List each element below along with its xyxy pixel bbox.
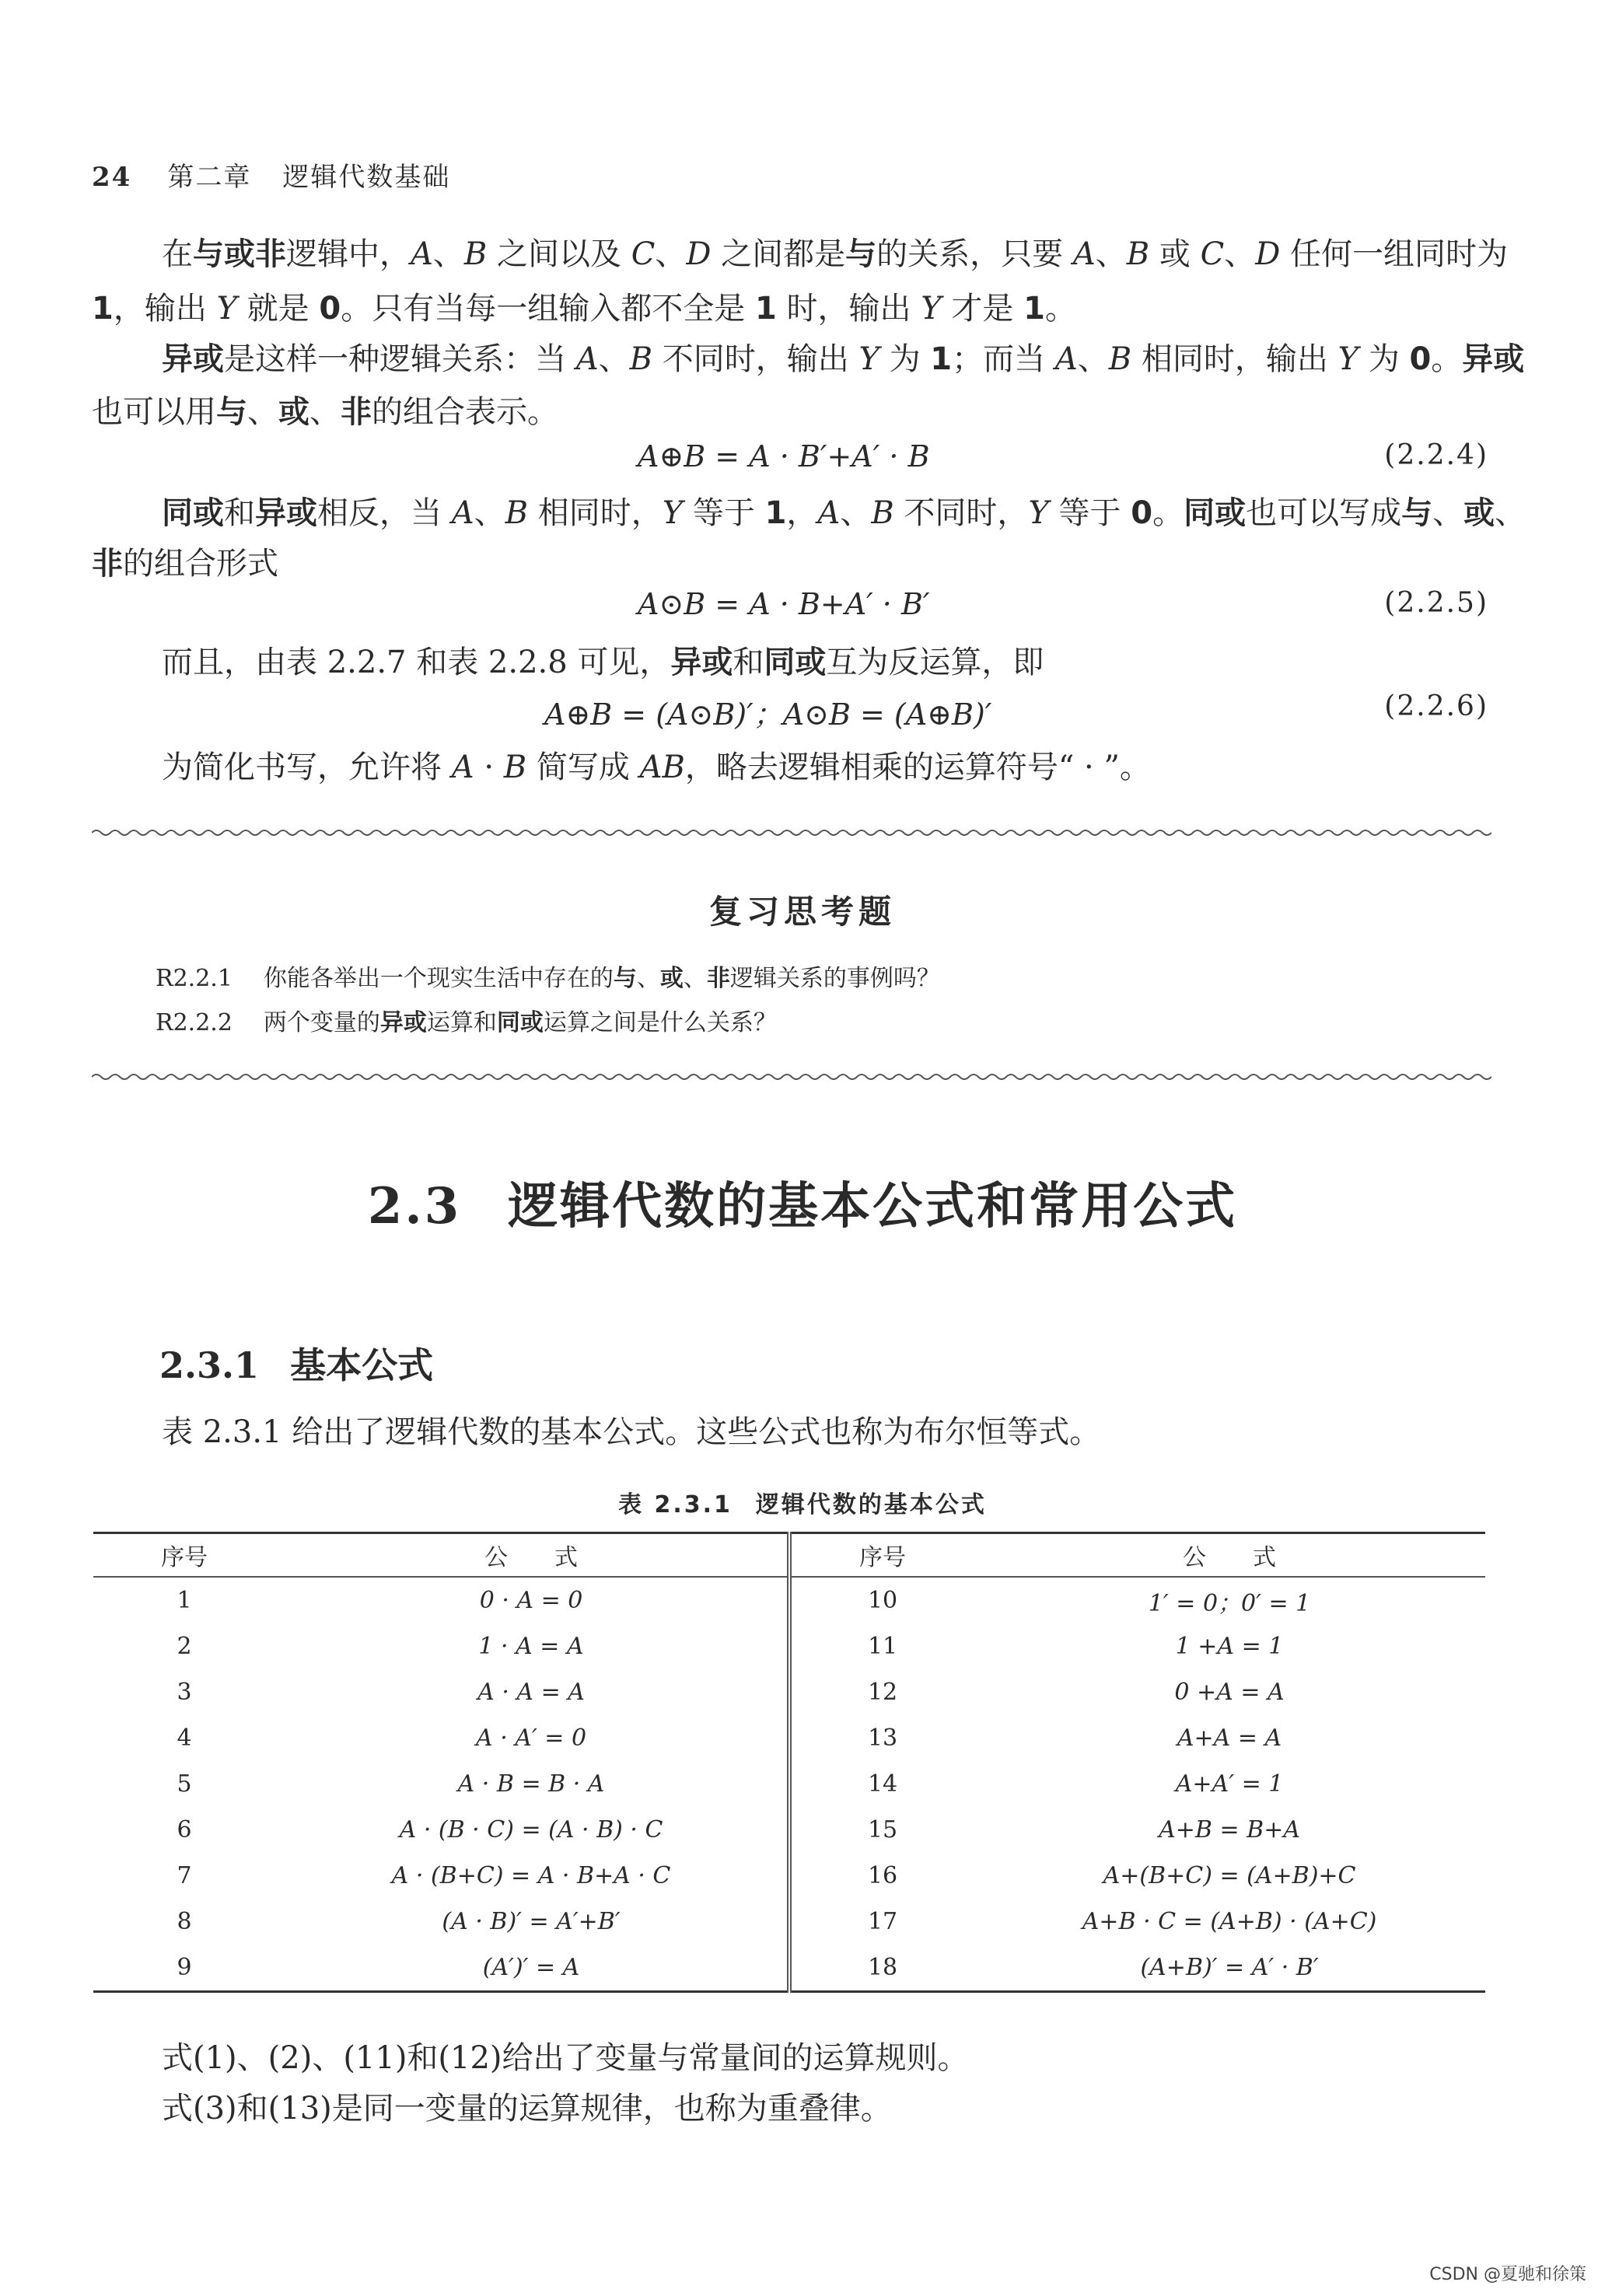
- bold-term: 同或: [496, 1009, 544, 1036]
- text-run: 、: [309, 394, 341, 430]
- formula-number: 2: [177, 1633, 192, 1660]
- paragraph-and-or-not-cont: [92, 284, 1491, 334]
- text-run: 两个变量的: [263, 1009, 380, 1036]
- formula-cell: 1 · A = A: [275, 1623, 789, 1669]
- page-number: 24: [92, 162, 132, 193]
- italic-variable: Y: [1338, 341, 1358, 377]
- review-item-id: R2.2.1: [156, 965, 233, 992]
- equation-2-2-4: A⊕B = A · B′+A′ · B: [638, 439, 930, 474]
- italic-variable: Y: [662, 495, 684, 531]
- formula-number: 5: [177, 1770, 192, 1798]
- text-run: ，略去逻辑相乘的运算符号“ · ”。: [684, 750, 1151, 785]
- formula-cell: (A · B)′ = A′+B′: [275, 1899, 789, 1945]
- formula-cell: A · A′ = 0: [275, 1715, 789, 1761]
- formula-number: 11: [867, 1633, 898, 1660]
- formula-cell: A+A = A: [1177, 1725, 1282, 1752]
- text-run: 、: [1077, 341, 1109, 377]
- closing-paragraph-1: 式(1)、(2)、(11)和(12)给出了变量与常量间的运算规则。: [162, 2040, 969, 2076]
- text-run: 相同时，输出: [1131, 341, 1338, 377]
- header-number: 序号: [93, 1533, 275, 1578]
- bold-term: 或: [659, 965, 684, 992]
- review-item: [156, 1003, 777, 1037]
- text-run: ，: [786, 495, 818, 531]
- formula-cell: 0 +A = A: [1174, 1679, 1285, 1706]
- table-row: [93, 1623, 1485, 1669]
- formula-number: 16: [867, 1862, 898, 1889]
- table-row: [93, 1715, 1485, 1761]
- formula-number: 12: [867, 1679, 898, 1706]
- text-run: 和: [733, 645, 764, 680]
- table-caption-number: 表 2.3.1: [618, 1491, 733, 1518]
- chapter-title: 逻辑代数基础: [282, 162, 451, 193]
- closing-paragraph-2: 式(3)和(13)是同一变量的运算规律，也称为重叠律。: [162, 2091, 892, 2127]
- bold-term: 1: [1023, 291, 1045, 327]
- text-run: 的关系，只要: [876, 236, 1073, 272]
- text-run: 在: [162, 236, 193, 272]
- text-run: 、: [1224, 236, 1256, 272]
- italic-variable: C: [1200, 236, 1225, 272]
- subsection-title: 基本公式: [290, 1344, 434, 1386]
- text-run: 是这样一种逻辑关系：当: [224, 341, 576, 377]
- paragraph-inverse: [92, 638, 1561, 687]
- table-row: [93, 1669, 1485, 1715]
- italic-variable: B: [1126, 236, 1150, 272]
- text-run: 为: [879, 341, 931, 377]
- text-run: ·: [474, 750, 504, 785]
- equation-number-2-2-6: (2.2.6): [1384, 690, 1488, 722]
- formula-number: 4: [177, 1725, 192, 1752]
- bold-term: 异或: [162, 341, 224, 377]
- formula-number: 1: [177, 1587, 192, 1614]
- text-run: 时，输出: [776, 291, 921, 327]
- italic-variable: A: [411, 236, 433, 272]
- formula-number: 18: [867, 1954, 898, 1981]
- italic-variable: Y: [921, 291, 942, 327]
- formula-cell: A+A′ = 1: [1175, 1770, 1284, 1798]
- bold-term: 或: [278, 394, 309, 430]
- formula-cell: A · (B+C) = A · B+A · C: [275, 1853, 789, 1899]
- text-run: 为: [1358, 341, 1410, 377]
- formula-cell: A · (B · C) = (A · B) · C: [275, 1807, 789, 1853]
- paragraph-xnor: [92, 488, 1561, 538]
- bold-term: 异或: [1462, 341, 1525, 377]
- italic-variable: A: [817, 495, 841, 531]
- italic-variable: B: [1108, 341, 1132, 377]
- review-item-id: R2.2.2: [156, 1009, 233, 1036]
- text-run: 相反，当: [317, 495, 452, 531]
- section-heading: [0, 1166, 1605, 1238]
- review-title: 复习思考题: [708, 893, 896, 931]
- italic-variable: C: [631, 236, 656, 272]
- equation-number-2-2-5: (2.2.5): [1384, 587, 1488, 619]
- formula-cell: A · B = B · A: [275, 1761, 789, 1807]
- formula-cell: 1′ = 0；0′ = 1: [1148, 1589, 1311, 1617]
- bold-term: 异或: [670, 645, 733, 680]
- bold-term: 与: [216, 394, 247, 430]
- text-run: 互为反运算，即: [826, 645, 1044, 680]
- table-row: [93, 1807, 1485, 1853]
- text-run: 。只有当每一组输入都不全是: [341, 291, 755, 327]
- text-run: 、: [1095, 236, 1127, 272]
- watermark: CSDN @夏驰和徐策: [1429, 2265, 1586, 2284]
- italic-variable: B: [871, 495, 894, 531]
- text-run: 、: [655, 236, 687, 272]
- bold-term: 非: [341, 394, 372, 430]
- section-number: 2.3: [367, 1177, 462, 1235]
- text-run: 、: [598, 341, 630, 377]
- paragraph-xor-cont: [92, 387, 1491, 437]
- equation-number-2-2-4: (2.2.4): [1384, 439, 1488, 471]
- bold-term: 与: [613, 965, 637, 992]
- bold-term: 1: [764, 495, 787, 531]
- text-run: 。: [1044, 291, 1076, 327]
- text-run: 你能各举出一个现实生活中存在的: [263, 965, 614, 992]
- bold-term: 与: [1401, 495, 1433, 531]
- formula-cell: A+B · C = (A+B) · (A+C): [1082, 1908, 1377, 1935]
- text-run: 就是: [236, 291, 320, 327]
- text-run: 、: [840, 495, 872, 531]
- wavy-divider-bottom: [92, 1071, 1491, 1082]
- formula-number: 17: [867, 1908, 898, 1935]
- text-run: 、: [1432, 495, 1464, 531]
- bold-term: 非: [706, 965, 730, 992]
- table-row: [93, 1899, 1485, 1945]
- formula-cell: 0 · A = 0: [275, 1577, 789, 1623]
- italic-variable: B: [629, 341, 653, 377]
- bold-term: 非: [92, 546, 123, 582]
- text-run: 。: [1152, 495, 1184, 531]
- bold-term: 0: [1131, 495, 1153, 531]
- formula-number: 10: [867, 1587, 898, 1614]
- table-caption-title: 逻辑代数的基本公式: [755, 1491, 987, 1518]
- bold-term: 1: [930, 341, 953, 377]
- formula-number: 7: [177, 1862, 192, 1889]
- text-run: 为简化书写，允许将: [162, 750, 452, 785]
- basic-formula-table: [93, 1532, 1485, 1993]
- table-intro: 表 2.3.1 给出了逻辑代数的基本公式。这些公式也称为布尔恒等式。: [162, 1414, 1101, 1450]
- text-run: 、: [683, 965, 707, 992]
- text-run: ；而当: [952, 341, 1055, 377]
- text-run: 、: [636, 965, 660, 992]
- italic-variable: A: [575, 341, 599, 377]
- formula-cell: A+(B+C) = (A+B)+C: [1103, 1862, 1356, 1889]
- text-run: 逻辑关系的事例吗？: [729, 965, 940, 992]
- paragraph-xor: [92, 334, 1561, 384]
- bold-term: 1: [754, 291, 777, 327]
- text-run: 的组合形式: [123, 546, 278, 582]
- bold-term: 异或: [379, 1009, 427, 1036]
- italic-variable: B: [503, 750, 527, 785]
- bold-term: 0: [319, 291, 341, 327]
- text-run: 、: [474, 495, 505, 531]
- formula-number: 9: [177, 1954, 192, 1981]
- bold-term: 同或: [1184, 495, 1247, 531]
- text-run: 。: [1431, 341, 1463, 377]
- formula-number: 6: [177, 1816, 192, 1843]
- text-run: 、: [1495, 495, 1526, 531]
- table-row: [93, 1761, 1485, 1807]
- formula-cell: (A+B)′ = A′ · B′: [1140, 1954, 1319, 1981]
- text-run: 相同时，: [528, 495, 663, 531]
- italic-variable: AB: [639, 750, 685, 785]
- italic-variable: Y: [216, 291, 237, 327]
- bold-term: 同或: [162, 495, 224, 531]
- table-caption: [0, 1485, 1605, 1519]
- italic-variable: A: [451, 495, 474, 531]
- subsection-heading: [159, 1337, 433, 1389]
- paragraph-shorthand: [92, 743, 1561, 792]
- formula-cell: 1 +A = 1: [1175, 1633, 1284, 1660]
- section-title: 逻辑代数的基本公式和常用公式: [508, 1178, 1238, 1235]
- formula-cell: A+B = B+A: [1159, 1816, 1300, 1843]
- text-run: 逻辑中，: [286, 236, 411, 272]
- formula-number: 13: [867, 1725, 898, 1752]
- table-row: [93, 1945, 1485, 1992]
- italic-variable: A: [451, 750, 474, 785]
- paragraph-xnor-cont: [92, 539, 1491, 589]
- page-header: [92, 156, 450, 194]
- text-run: 、: [247, 394, 278, 430]
- text-run: 简写成: [526, 750, 640, 785]
- table-row: [93, 1853, 1485, 1899]
- italic-variable: A: [1072, 236, 1096, 272]
- chapter-label: 第二章: [167, 162, 252, 193]
- header-number: 序号: [789, 1533, 974, 1578]
- table-header-row: [93, 1533, 1485, 1578]
- text-run: 才是: [941, 291, 1024, 327]
- text-run: 运算和: [426, 1009, 497, 1036]
- formula-cell: A · A = A: [275, 1669, 789, 1715]
- italic-variable: D: [686, 236, 712, 272]
- text-run: 也可以写成: [1246, 495, 1402, 531]
- equation-2-2-5: A⊙B = A · B+A′ · B′: [638, 587, 930, 621]
- text-run: ，输出: [113, 291, 217, 327]
- italic-variable: D: [1255, 236, 1281, 272]
- equation-2-2-6: A⊕B = (A⊙B)′；A⊙B = (A⊕B)′: [544, 697, 992, 732]
- table-row: [93, 1577, 1485, 1623]
- formula-number: 14: [867, 1770, 898, 1798]
- text-run: 或: [1149, 236, 1201, 272]
- formula-cell: (A′)′ = A: [275, 1945, 789, 1992]
- text-run: 之间都是: [711, 236, 846, 272]
- header-formula: 公 式: [974, 1533, 1485, 1578]
- wavy-divider-top: [92, 827, 1491, 838]
- italic-variable: B: [505, 495, 529, 531]
- text-run: 的组合表示。: [372, 394, 558, 430]
- paragraph-and-or-not: [92, 229, 1561, 279]
- bold-term: 异或: [255, 495, 317, 531]
- text-run: 等于: [1048, 495, 1131, 531]
- italic-variable: Y: [858, 341, 879, 377]
- text-run: 不同时，: [893, 495, 1029, 531]
- text-run: 之间以及: [487, 236, 631, 272]
- bold-term: 与或非: [193, 236, 286, 272]
- bold-term: 同或: [764, 645, 827, 680]
- italic-variable: B: [463, 236, 488, 272]
- formula-number: 15: [867, 1816, 898, 1843]
- text-run: 、: [432, 236, 464, 272]
- text-run: 运算之间是什么关系？: [543, 1009, 777, 1036]
- text-run: 等于: [683, 495, 765, 531]
- text-run: 而且，由表 2.2.7 和表 2.2.8 可见，: [162, 645, 671, 680]
- italic-variable: A: [1054, 341, 1078, 377]
- header-formula: 公 式: [275, 1533, 789, 1578]
- bold-term: 或: [1463, 495, 1495, 531]
- text-run: 也可以用: [92, 394, 216, 430]
- formula-number: 3: [177, 1679, 192, 1706]
- review-item: [156, 959, 940, 993]
- text-run: 和: [224, 495, 255, 531]
- bold-term: 1: [92, 291, 114, 327]
- formula-number: 8: [177, 1908, 192, 1935]
- subsection-number: 2.3.1: [159, 1344, 260, 1386]
- italic-variable: Y: [1028, 495, 1049, 531]
- bold-term: 0: [1409, 341, 1432, 377]
- bold-term: 与: [845, 236, 877, 272]
- text-run: 任何一组同时为: [1280, 236, 1508, 272]
- text-run: 不同时，输出: [652, 341, 859, 377]
